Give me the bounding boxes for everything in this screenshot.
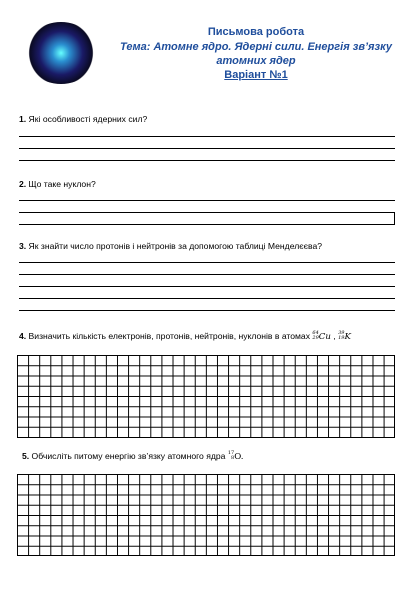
answer-line (19, 274, 395, 275)
oxygen-mass-number: 17 (227, 450, 235, 456)
question-4 (19, 331, 351, 342)
answer-line (19, 200, 395, 201)
question-1 (19, 114, 147, 124)
atom-logo-image (24, 22, 98, 84)
question-3-text: Як знайти число протонів і нейтронів за допомогою таблиці Менделєєва? (26, 241, 323, 251)
worksheet-title: Письмова робота (207, 26, 305, 38)
answer-line (19, 310, 395, 311)
answer-line-edge (394, 212, 395, 224)
answer-grid-4 (17, 355, 395, 438)
question-3 (19, 241, 322, 251)
formula-separator: , (330, 331, 339, 341)
oxygen-atomic-number: 8 (231, 455, 235, 461)
copper-symbol: Cu (318, 332, 331, 342)
copper-mass-number: 64 (312, 330, 319, 336)
answer-line (19, 298, 395, 299)
question-3-number: 3. (19, 241, 27, 251)
question-5-text: Обчисліть питому енергію зв’язку атомного ядра (29, 451, 228, 461)
potassium-mass-number: 39 (338, 330, 345, 336)
question-5-number: 5. (22, 451, 30, 461)
question-2-number: 2. (19, 179, 27, 189)
answer-line (19, 286, 395, 287)
copper-atomic-number: 29 (312, 335, 319, 341)
question-4-text: Визначить кількість електронів, протонів, нейтронів, нуклонів в атомах (26, 331, 313, 341)
answer-line (19, 262, 395, 263)
answer-line (19, 212, 395, 213)
question-2-text: Що таке нуклон? (26, 179, 96, 189)
question-1-text: Які особливості ядерних сил? (26, 114, 148, 124)
answer-line (19, 136, 395, 137)
formula-oxygen (228, 452, 244, 462)
worksheet-topic: Тема: Атомне ядро. Ядерні сили. Енергія зв’язку атомних ядер (120, 41, 392, 67)
question-2 (19, 179, 96, 189)
answer-grid-5 (17, 474, 395, 556)
formula-copper (312, 332, 331, 342)
answer-line (19, 160, 395, 161)
worksheet-variant: Варіант №1 (224, 69, 288, 81)
formula-potassium (338, 332, 351, 342)
question-5 (22, 451, 243, 462)
answer-line (19, 148, 395, 149)
question-4-number: 4. (19, 331, 27, 341)
answer-line (19, 224, 395, 225)
worksheet-header (110, 26, 402, 82)
oxygen-symbol: O. (234, 452, 244, 462)
question-1-number: 1. (19, 114, 27, 124)
potassium-atomic-number: 19 (338, 335, 345, 341)
potassium-symbol: K (344, 332, 351, 342)
